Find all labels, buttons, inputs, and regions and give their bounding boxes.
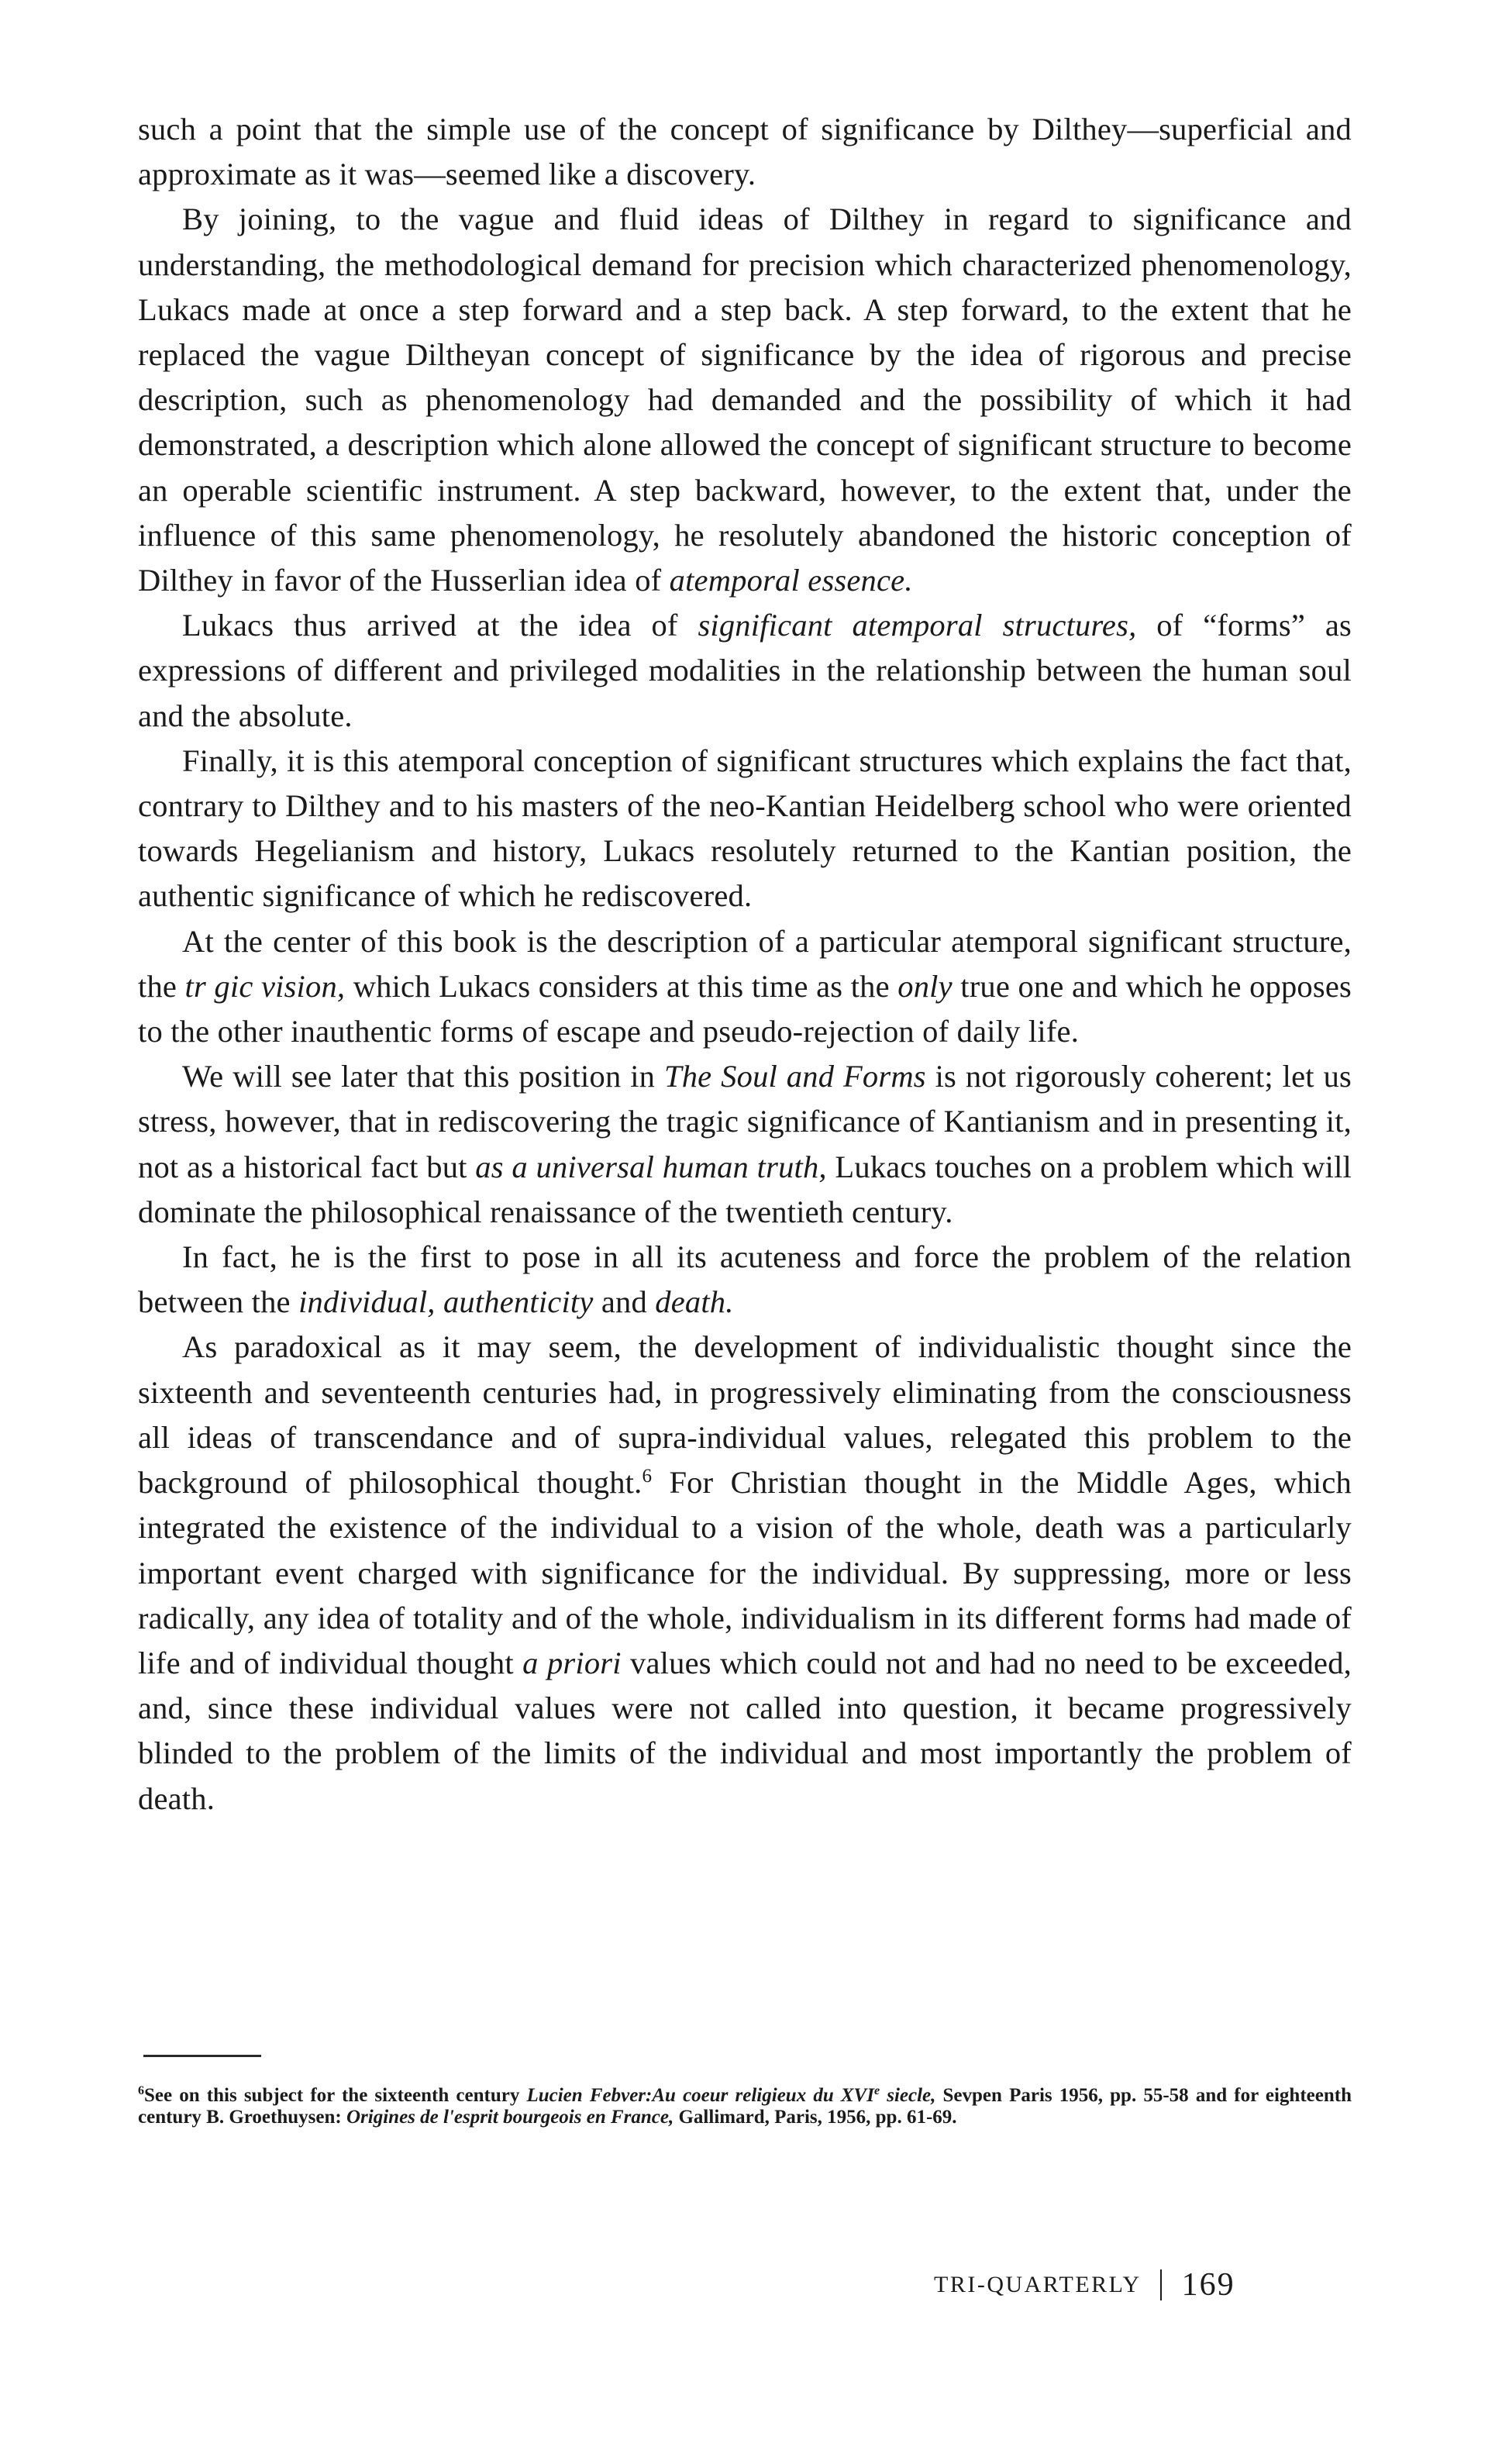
italic-phrase: tr gic vision, <box>184 968 346 1004</box>
italic-phrase: a priori <box>522 1645 622 1680</box>
journal-name: TRI-QUARTERLY <box>934 2272 1142 2297</box>
paragraph-4: Finally, it is this atemporal conception of significant structures which explains the fact that, contrary to Dilthey and to his masters of the neo-Kantian Heidelberg school who were oriented towards Hegelianism and history, Lukacs resolutely returned to the Kantian position, the authentic significance of which he rediscovered. <box>138 743 1352 914</box>
page-number: 169 <box>1181 2267 1235 2303</box>
footnote-citation-title: Lucien Febver:Au coeur religieux du XVIe siecle, <box>526 2084 936 2106</box>
footer-divider <box>1160 2269 1162 2300</box>
paragraph-6: We will see later that this position in The Soul and Forms is not rigorously coherent; let us stress, however, that in rediscovering the tragic significance of Kantianism and in presenting it, not as a historical fact but as a universal human truth, Lukacs touches on a problem which will dominate the philosophical renaissance of the twentieth century. <box>138 1059 1352 1229</box>
italic-phrase: only <box>897 968 953 1004</box>
italic-phrase: death. <box>655 1284 734 1320</box>
footnote: $^6$See on this subject for the sixteenth century Lucien Febver:Au coeur religieux du XVIe siecle, Sevpen Paris 1956, pp. 55-58 and for eighteenth century B. Groethuysen: Origines de l'esprit bourgeois en France, Gallimard, Paris, 1956, pp. 61-69. <box>138 2084 1352 2128</box>
italic-phrase: as a universal human truth, <box>475 1149 827 1184</box>
footnote-marker: 6 <box>138 2084 144 2097</box>
paragraph-3: Lukacs thus arrived at the idea of significant atemporal structures, of “forms” as expressions of different and privileged modalities in the relationship between the human soul and the absolute. <box>138 608 1352 733</box>
paragraph-7: In fact, he is the first to pose in all its acuteness and force the problem of the relation between the individual, authenticity and death. <box>138 1239 1352 1320</box>
paragraph-2: By joining, to the vague and fluid ideas of Dilthey in regard to significance and understanding, the methodological demand for precision which characterized phenomenology, Lukacs made at once a step forward and a step back. A step forward, to the extent that he replaced the vague Diltheyan concept of significance by the idea of rigorous and precise description, such as phenomenology had demanded and the possibility of which it had demonstrated, a description which alone allowed the concept of significant structure to become an operable scientific instrument. A step backward, however, to the extent that, under the influence of this same phenomenology, he resolutely abandoned the historic conception of Dilthey in favor of the Husserlian idea of atemporal essence. <box>138 202 1352 598</box>
italic-phrase: atemporal essence. <box>669 563 913 598</box>
footnote-citation-title: Origines de l'esprit bourgeois en France, <box>346 2106 674 2128</box>
book-title: The Soul and Forms <box>663 1059 926 1094</box>
paragraph-8: As paradoxical as it may seem, the development of individualistic thought since the sixteenth and seventeenth centuries had, in progressively eliminating from the consciousness all ideas of transcendance and of supra-individual values, relegated this problem to the background of philosophical thought.$^6$ For Christian thought in the Middle Ages, which integrated the existence of the individual to a vision of the whole, death was a particularly important event charged with significance for the individual. By suppressing, more or less radically, any idea of totality and of the whole, individualism in its different forms had made of life and of individual thought a priori values which could not and had no need to be exceeded, and, since these individual values were not called into question, it became progressively blinded to the problem of the limits of the individual and most importantly the problem of death. <box>138 1329 1352 1816</box>
footnote-reference[interactable]: 6 <box>642 1466 653 1487</box>
italic-phrase: individual, authenticity <box>298 1284 594 1320</box>
footnote-divider <box>143 2055 261 2057</box>
paragraph-5: At the center of this book is the description of a particular atemporal significant structure, the tr gic vision, which Lukacs considers at this time as the only true one and which he opposes to the other inauthentic forms of escape and pseudo-rejection of daily life. <box>138 923 1352 1049</box>
italic-phrase: significant atemporal structures, <box>698 608 1137 643</box>
running-footer <box>934 2262 1235 2308</box>
body-text <box>138 107 1352 1821</box>
paragraph-1: such a point that the simple use of the concept of significance by Dilthey—superficial and approximate as it was—seemed like a discovery. <box>138 112 1352 192</box>
